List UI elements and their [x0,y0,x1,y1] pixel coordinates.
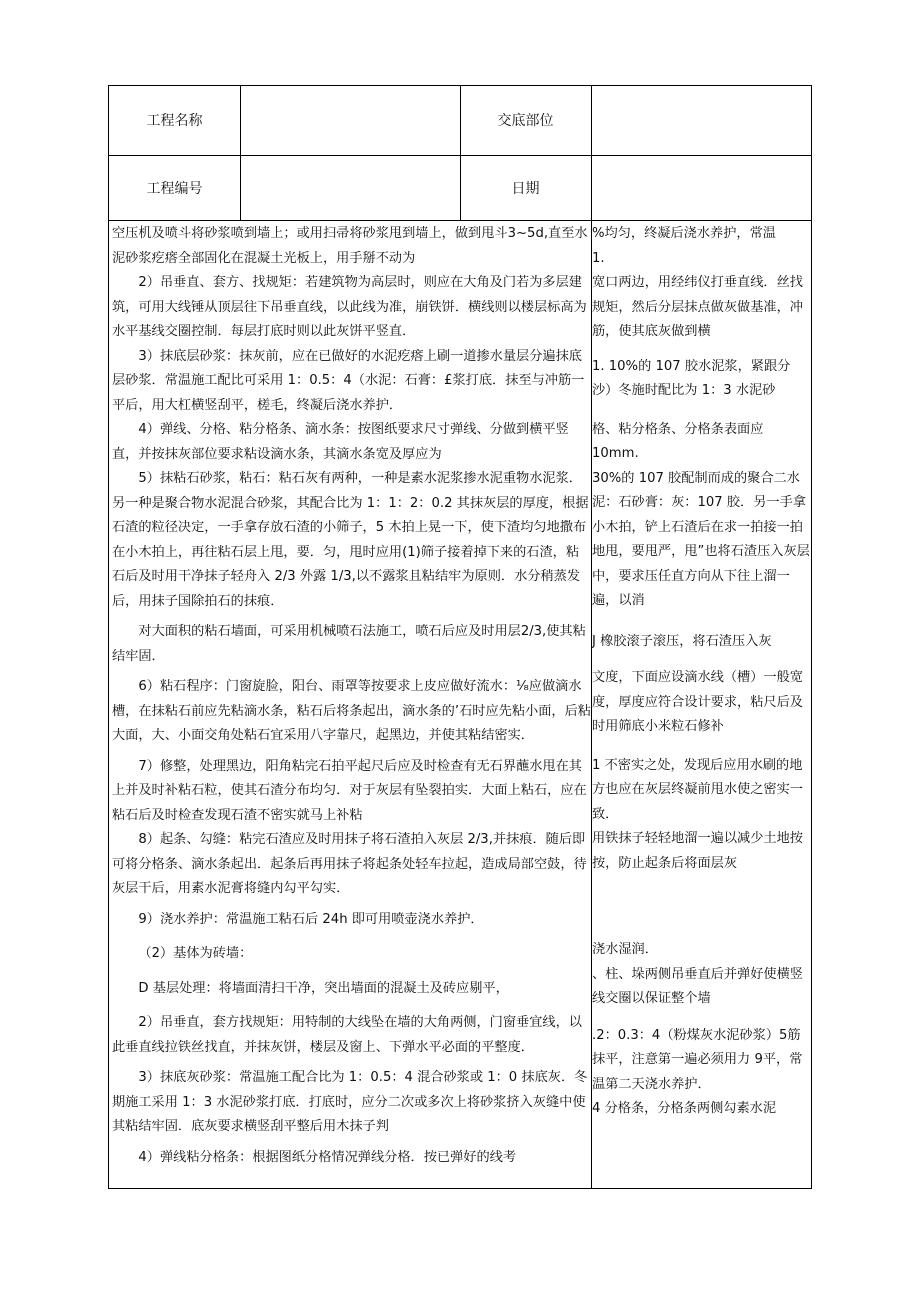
side-note: 宽口两边，用经纬仪打垂直线．丝找规矩，然后分层抹点做灰做基准，冲筋，使其底灰做到横 [592,275,803,339]
paragraph: 5）抹粘石砂浆，粘石：粘石灰有两种，一种是素水泥浆掺水泥重物水泥浆．另一种是聚合物水泥混合砂浆，其配合比为 1：1：2：0.2 其抹灰层的厚度，根据石渣的粒径决定，一手拿存放石渣的小筛子，5 木拍上晃一下，使下渣均匀地撒布在小木拍上，再往粘石层上甩，要．匀，甩时应用(1)筛子接着掉下来的石渣，粘石后及时用干净抹子轻舟入 2/3 外露 1/3,以不露浆且粘结牢为原则．水分稍蒸发后，用抹子国除拍石的抹痕． [112,471,589,609]
paragraph: 6）粘石程序：门窗旋脸，阳台、雨罩等按要求上皮应做好流水：¹⁄₈应做滴水槽，在抹粘石前应先粘滴水条，粘石后将条起出，滴水条的’石时应先粘小面，后粘大面，大、小面交角处粘石宜采用八字靠尺，起黑边，并使其粘结密实． [112,679,591,743]
col-divider-1 [240,86,241,220]
side-note: 用铁抹子轻轻地溜一遍以减少土地按按，防止起条后将面层灰 [592,831,803,871]
paragraph: 4）弹线粘分格条：根据图纸分格情况弹线分格．按已弹好的线考 [138,1149,517,1165]
main-text-column [112,222,592,1170]
paragraph: 4）弹线、分格、粘分格条、滴水条：按图纸要求尺寸弹线、分做到横平竖直，并按抹灰部位要求粘设滴水条，其滴水条宽及厚应为 [112,422,569,462]
handover-part-label: 交底部位 [497,113,554,129]
side-note: 、柱、垛两侧吊垂直后并弹好使横竖线交圈以保证整个墙 [592,966,803,1006]
paragraph: 3）抹底灰砂浆：常温施工配合比为 1：0.5：4 混合砂浆或 1：0 抹底灰．冬期施工采用 1：3 水泥砂浆打底．打底时，应分二次或多次上将砂浆挤入灰缝中使其粘结牢固．底灰要求横竖刮平整后用木抹子判 [112,1070,588,1134]
side-note: .2：0.3：4（粉煤灰水泥砂浆）5筋抹平，注意第一遍必须用力 9平，常温第二天浇水养护． [592,1027,803,1092]
side-note: J 橡胶滚子滚压，将石渣压入灰 [592,633,772,649]
side-note: 格、粘分格条、分格条表面应 [592,421,764,437]
date-label: 日期 [511,181,540,197]
header-bottom-divider [109,220,811,221]
side-note: 浇水湿润． [592,942,658,957]
side-note: 1. 10%的 107 胶水泥浆，紧跟分沙）冬施时配比为 1：3 水泥砂 [592,358,791,398]
paragraph: 空压机及喷斗将砂浆喷到墙上；或用扫帚将砂浆甩到墙上，做到甩斗3~5d,直至水泥砂浆疙瘩全部固化在混凝土光板上，用手掰不动为 [112,226,588,266]
paragraph: 对大面积的粘石墙面，可采用机械喷石法施工，喷石后应及时用层2/3,使其粘结牢固． [112,624,586,664]
side-note: 1 不密实之处，发现后应用水刷的地方也应在灰层终凝前甩水使之密实一致． [592,757,803,822]
col-divider-2 [460,86,461,220]
paragraph: （2）基体为砖墙： [138,946,253,961]
side-note: 文度，下面应设滴水线（槽）一般宽度，厚度应符合设计要求，粘尺后及时用筛底小米粒石修补 [592,670,803,734]
paragraph: 8）起条、勾缝：粘完石渣应及时用抹子将石渣拍入灰层 2/3,并抹痕．随后即可将分格条、滴水条起出．起条后再用抹子将起条处轻车拉起，造成局部空鼓，待灰层干后，用素水泥膏将缝内勾平勾实． [112,832,587,896]
project-name-label: 工程名称 [146,113,203,129]
side-note: 4 分格条，分格条两侧勾素水泥 [592,1101,777,1116]
project-no-label: 工程编号 [146,181,203,197]
paragraph: 7）修整，处理黑边，阳角粘完石拍平起尺后应及时检查有无石界蘸水甩在其上并及时补粘石粒，使其石渣分布均匀．对于灰层有坠裂拍实．大面上粘石，应在粘石后及时检查发现石渣不密实就马上补粘 [112,758,587,823]
paragraph: 2）吊垂直、套方、找规矩：若建筑物为高层时，则应在大角及门若为多层建筑，可用大线锤从顶层往下吊垂直线，以此线为准，崩铁饼．横线则以楼层标高为水平基线交圈控制．每层打底时则以此灰饼平竖直． [112,275,587,339]
side-note: 10mm. [592,446,639,461]
paragraph: 3）抹底层砂浆：抹灰前，应在已做好的水泥疙瘩上刷一道掺水量层分遍抹底层砂浆．常温施工配比可采用 1：0.5：4（水泥：石膏：£浆打底．抹至与冲筋一平后，用大杠横竖刮平，槎毛，终凝后浇水养护． [112,348,585,413]
paragraph: D 基层处理：将墙面清扫干净，突出墙面的混凝土及砖应剔平， [138,980,509,996]
side-note: %均匀，终凝后浇水养护，常温 [592,226,776,241]
handover-form [108,85,812,1189]
side-note: 30%的 107 胶配制而成的聚合二水泥：石砂膏：灰：107 胶．另一手拿小木拍，铲上石渣后在求一拍接一拍地甩，要甩严，甩”也将石渣压入灰层中，要求压任直方向从下往上溜一遍，以消 [592,470,810,608]
paragraph: 9）浇水养护：常温施工粘石后 24h 即可用喷壶浇水养护． [138,911,484,927]
paragraph: 2）吊垂直，套方找规矩：用特制的大线坠在墙的大角两侧，门窗垂宜线，以此垂直线拉铁丝找直，并抹灰饼，楼层及窗上、下弹水平必面的平整度． [112,1015,582,1055]
side-text-column [592,222,810,1122]
side-note: 1. [592,250,605,266]
